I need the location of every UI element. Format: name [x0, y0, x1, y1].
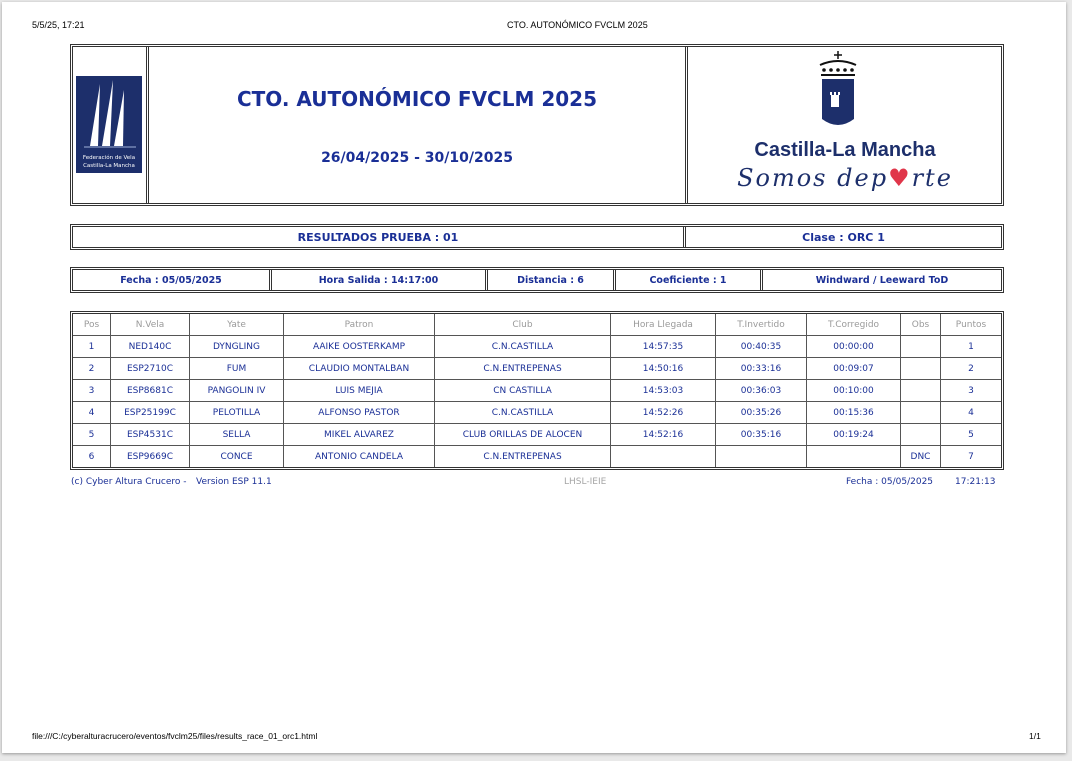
heart-icon: ♥ — [888, 164, 912, 192]
table-cell: 00:35:16 — [716, 424, 807, 446]
table-cell: 00:35:26 — [716, 402, 807, 424]
federation-name-1: Federación de Vela — [82, 155, 136, 161]
table-cell: 00:36:03 — [716, 380, 807, 402]
results-label: RESULTADOS PRUEBA : 01 — [297, 230, 459, 244]
table-cell: NED140C — [111, 336, 190, 358]
table-cell — [901, 380, 941, 402]
table-row — [73, 446, 1001, 467]
table-cell: DNC — [901, 446, 941, 467]
table-cell: SELLA — [190, 424, 284, 446]
table-cell — [807, 446, 901, 467]
report-time: 17:21:13 — [955, 477, 996, 487]
column-header: Patron — [284, 314, 435, 336]
course-type: Windward / Leeward ToD — [760, 270, 1001, 290]
race-info — [70, 267, 1004, 293]
table-row — [73, 424, 1001, 446]
table-cell: 14:52:26 — [611, 402, 716, 424]
print-title: CTO. AUTONÓMICO FVCLM 2025 — [507, 20, 648, 30]
file-url: file:///C:/cyberalturacrucero/eventos/fvclm25/files/results_race_01_orc1.html — [32, 731, 318, 741]
table-cell — [901, 424, 941, 446]
table-cell: 14:52:16 — [611, 424, 716, 446]
column-header: T.Corregido — [807, 314, 901, 336]
page-number: 1/1 — [1029, 731, 1041, 741]
sponsor-slogan — [686, 164, 1004, 192]
results-table — [70, 311, 1004, 470]
table-cell: ESP8681C — [111, 380, 190, 402]
table-cell: 14:53:03 — [611, 380, 716, 402]
column-header: Obs — [901, 314, 941, 336]
table-cell: C.N.ENTREPENAS — [435, 358, 611, 380]
table-cell: 5 — [941, 424, 1001, 446]
event-title: CTO. AUTONÓMICO FVCLM 2025 — [236, 87, 597, 111]
event-banner — [70, 44, 1004, 206]
table-cell: ESP9669C — [111, 446, 190, 467]
table-cell: 00:00:00 — [807, 336, 901, 358]
sailboats-icon — [76, 76, 142, 148]
table-cell: 00:09:07 — [807, 358, 901, 380]
copyright: (c) Cyber Altura Crucero - — [71, 477, 187, 487]
class-label: Clase : ORC 1 — [683, 227, 1001, 247]
slogan-part-1: Somos dep — [737, 164, 889, 192]
table-cell: CONCE — [190, 446, 284, 467]
table-cell: 00:19:24 — [807, 424, 901, 446]
table-cell — [611, 446, 716, 467]
table-cell: 00:15:36 — [807, 402, 901, 424]
table-cell: CLAUDIO MONTALBAN — [284, 358, 435, 380]
table-cell — [901, 402, 941, 424]
table-cell: 5 — [73, 424, 111, 446]
table-cell: ESP4531C — [111, 424, 190, 446]
table-cell: 00:40:35 — [716, 336, 807, 358]
castle-crest-icon — [816, 51, 860, 131]
table-cell: ESP25199C — [111, 402, 190, 424]
federation-logo — [76, 76, 142, 173]
table-cell — [901, 358, 941, 380]
report-code: LHSL-IEIE — [564, 477, 607, 487]
start-time: Hora Salida : 14:17:00 — [269, 270, 485, 290]
table-cell: 7 — [968, 451, 974, 462]
table-cell: 3 — [941, 380, 1001, 402]
table-cell: 2 — [73, 358, 111, 380]
table-cell — [901, 336, 941, 358]
table-cell: 14:50:16 — [611, 358, 716, 380]
print-datetime: 5/5/25, 17:21 — [32, 20, 85, 30]
table-cell: 4 — [73, 402, 111, 424]
table-cell: MIKEL ALVAREZ — [284, 424, 435, 446]
table-cell: C.N.ENTREPENAS — [435, 446, 611, 467]
table-cell: 1 — [941, 336, 1001, 358]
sponsor-name: Castilla-La Mancha — [754, 139, 936, 161]
column-header: Club — [435, 314, 611, 336]
table-cell: ALFONSO PASTOR — [284, 402, 435, 424]
table-cell: ANTONIO CANDELA — [284, 446, 435, 467]
table-cell: AAIKE OOSTERKAMP — [284, 336, 435, 358]
table-row — [73, 336, 1001, 358]
table-cell: C.N.CASTILLA — [435, 402, 611, 424]
table-cell: CLUB ORILLAS DE ALOCEN — [435, 424, 611, 446]
slogan-part-2: rte — [911, 164, 953, 192]
federation-name-2: Castilla-La Mancha — [83, 163, 135, 169]
table-row — [73, 358, 1001, 380]
column-header: Yate — [190, 314, 284, 336]
table-cell: DYNGLING — [190, 336, 284, 358]
event-dates: 26/04/2025 - 30/10/2025 — [321, 150, 513, 166]
column-header: T.Invertido — [716, 314, 807, 336]
table-cell: 6 — [73, 446, 111, 467]
table-cell: CN CASTILLA — [435, 380, 611, 402]
version: Version ESP 11.1 — [196, 477, 272, 487]
table-row — [73, 380, 1001, 402]
race-header — [70, 224, 1004, 250]
distance: Distancia : 6 — [485, 270, 613, 290]
table-header-row — [73, 314, 1001, 336]
report-date: Fecha : 05/05/2025 — [846, 477, 934, 487]
column-header: Hora Llegada — [611, 314, 716, 336]
table-cell: 2 — [941, 358, 1001, 380]
table-cell: 4 — [941, 402, 1001, 424]
table-cell: 00:33:16 — [716, 358, 807, 380]
race-date: Fecha : 05/05/2025 — [120, 274, 222, 286]
column-header: Pos — [73, 314, 111, 336]
table-cell: PELOTILLA — [190, 402, 284, 424]
table-cell: LUIS MEJIA — [284, 380, 435, 402]
table-cell: 14:57:35 — [611, 336, 716, 358]
table-cell: 3 — [73, 380, 111, 402]
table-cell: 1 — [73, 336, 111, 358]
table-cell: C.N.CASTILLA — [435, 336, 611, 358]
table-cell: 00:10:00 — [807, 380, 901, 402]
table-cell: FUM — [190, 358, 284, 380]
table-cell: PANGOLIN IV — [190, 380, 284, 402]
column-header: N.Vela — [111, 314, 190, 336]
table-cell: ESP2710C — [111, 358, 190, 380]
coefficient: Coeficiente : 1 — [613, 270, 760, 290]
table-row — [73, 402, 1001, 424]
table-cell — [716, 446, 807, 467]
column-header: Puntos — [941, 314, 1001, 336]
